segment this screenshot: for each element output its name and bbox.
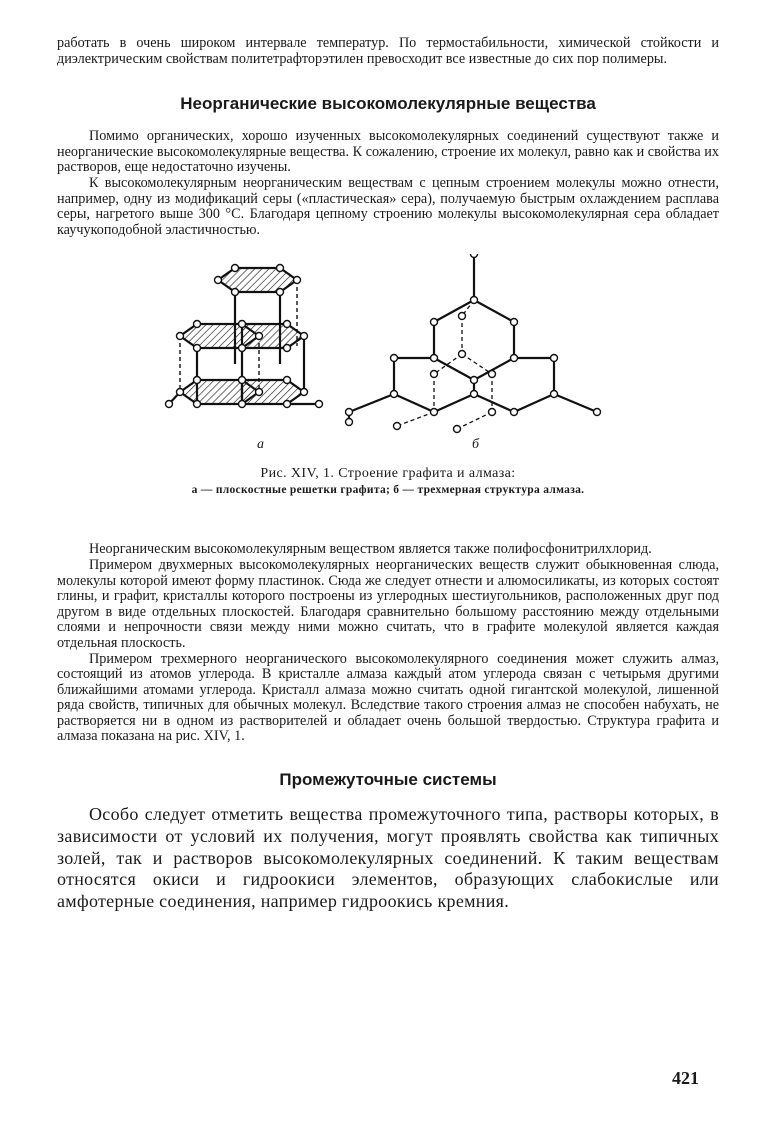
paragraph-2d-examples: Примером двухмерных высокомолекулярных неорганических веществ служит обыкновенная слюда, молекулы которой имеют форму пластинок. Сюда же следует отнести и алюмосиликаты, из которых состоят глины, и графит, кристаллы которого построены из углеродных шестиугольников, расположенных друг под другом в виде отдельных плоскостей. Благодаря сравнительно большому расстоянию между отдельными слоями и непрочности связи между ними можно считать, что в графите молекулой является каждая отдельная плоскость. [57,556,719,651]
figure-label-a: а [257,437,264,453]
paragraph-3d-diamond: Примером трехмерного неорганического высокомолекулярного соединения может служить алмаз, состоящий из атомов углерода. В кристалле алмаза каждый атом углерода связан с четырьмя другими ближайшими атомами углерода. Кристалл алмаза можно считать одной гигантской молекулой, лишенной ряда свойств, типичных для обычных молекул. Вследствие такого строения алмаз не способен набухать, не растворяется ни в одном из растворителей и обладает очень большой твердостью. Структура графита и алмаза показана на рис. XIV, 1. [57,650,719,745]
paragraph-intermediate: Особо следует отметить вещества промежуточного типа, растворы которых, в зависимости от условий их получения, могут проявлять свойства как типичных золей, так и растворов высокомолекулярных соединений. К таким веществам относятся окиси и гидроокиси элементов, образующих слабокислые или амфотерные соединения, например гидроокись кремния. [57,804,719,912]
paragraph-inorganic-1: Помимо органических, хорошо изученных высокомолекулярных соединений существуют также и неорганические высокомолекулярные вещества. К сожалению, строение их молекул, равно как и свойства их растворов, еще недостаточно изучены. [57,128,719,176]
figure-caption [57,466,719,496]
page-number: 421 [672,1068,699,1088]
section-heading-intermediate: Промежуточные системы [279,770,497,790]
section-heading-inorganic: Неорганические высокомолекулярные вещества [180,94,596,114]
figure-caption-body: а — плоскостные решетки графита; б — трехмерная структура алмаза. [191,484,585,497]
figure-graphite-diamond [57,254,719,524]
page-content [57,36,719,913]
structure-illustration [57,254,719,459]
figure-label-b: б [472,437,480,453]
figure-caption-title: Рис. XIV, 1. Строение графита и алмаза: [260,466,516,482]
paragraph-inorganic-2: К высокомолекулярным неорганическим веществам с цепным строением молекулы можно отнести, например, одну из модификаций серы («пластическая» сера), получаемую быстрым охлаждением расплава серы, нагретого выше 300 °С. Благодаря цепному строению молекулы высокомолекулярная сера обладает каучукоподобной эластичностью. [57,174,719,238]
intro-paragraph-tail: работать в очень широком интервале температур. По термостабильности, химической стойкости и диэлектрическим свойствам политетрафторэтилен превосходит все известные до сих пор полимеры. [57,35,719,67]
paragraph-polyphosphonitrile: Неорганическим высокомолекулярным веществом является также полифосфонитрилхлорид. [89,541,652,558]
